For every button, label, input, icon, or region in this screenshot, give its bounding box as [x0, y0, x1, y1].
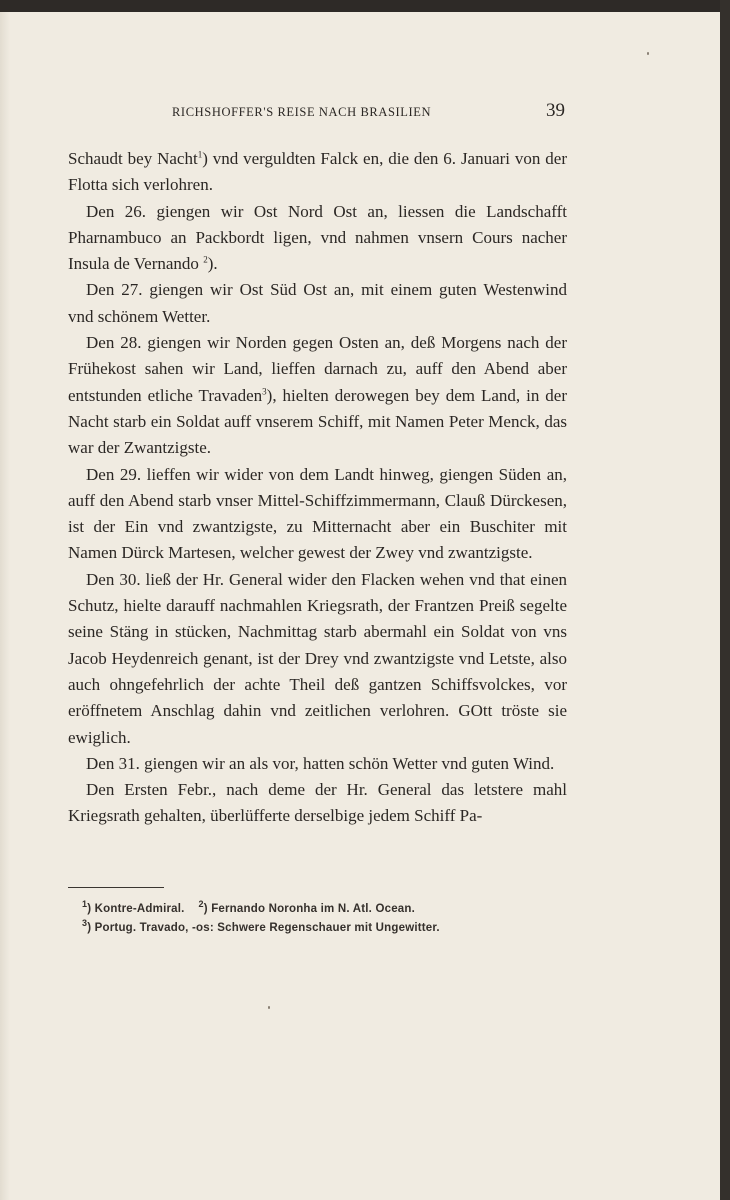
text-run: Den 29. lieffen wir wider von dem Landt hinweg, giengen Süden an, auff den Abend starb vnser Mittel-Schiffzimmermann, Clauß Dürckesen, ist der Ein vnd zwantzigste, zu Mitternacht aber ein Buschiter mit Namen Dürck Martesen, welcher gewest der Zwey vnd zwantzigste.: [68, 464, 567, 563]
text-run: ), hielten derowegen bey dem Land, in der Nacht starb ein Soldat auff vnserem Schiff, mit Namen Peter Menck, das war der Zwantzigste.: [68, 385, 567, 458]
footnote-ref: 1: [197, 149, 203, 160]
paragraph: [68, 751, 567, 777]
page-gutter-shadow: [0, 12, 10, 1200]
text-run: Schaudt bey Nacht: [68, 149, 198, 168]
text-run: ).: [207, 254, 218, 274]
footnote-text: ) Fernando Noronha im N. Atl. Ocean.: [203, 903, 416, 915]
text-run: Den 30. ließ der Hr. General wider den Flacken wehen vnd that einen Schutz, hielte darauff nachmahlen Kriegsrath, der Frantzen Preiß segelte seine Stäng in stücken, Nachmittag starb abermahl ein Soldat von vns Jacob Heydenreich genant, ist der Drey vnd zwantzigste vnd Letste, also auch ohngefehrlich der achte Theil deß gantzen Schiffsvolckes, vor eröffnetem Anschlag dahin vnd zeitlichen verlohren. GOtt tröste sie ewiglich.: [68, 569, 567, 747]
text-run: Den 26. giengen wir Ost Nord Ost an, liessen die Landschafft Pharnambuco an Packbordt ligen, vnd nahmen vnsern Cours nacher Insula de Vernando: [68, 201, 567, 274]
footnote-line: [82, 900, 562, 919]
page-header: [68, 100, 567, 126]
footnote-ref: 2: [203, 254, 208, 265]
footnote-marker: 2: [198, 899, 204, 910]
page-top-edge: [0, 0, 730, 12]
paper-speck: [268, 1006, 270, 1009]
text-run: Den 27. giengen wir Ost Süd Ost an, mit einem guten Westenwind vnd schönem Wetter.: [68, 280, 567, 326]
body-text: [68, 146, 567, 830]
paragraph: [68, 277, 567, 330]
text-run: Den Ersten Febr., nach deme der Hr. General das letstere mahl Kriegsrath gehalten, überlüfferte derselbige jedem Schiff Pa-: [68, 780, 567, 826]
paragraph: [68, 199, 567, 278]
paper-speck: [647, 52, 649, 55]
paragraph: [68, 777, 567, 830]
page-number: 39: [546, 100, 565, 121]
footnote-line: [82, 919, 562, 938]
footnotes: [82, 900, 562, 937]
page-right-edge: [720, 0, 730, 1200]
text-run: ) vnd verguldten Falck en, die den 6. Januari von der Flotta sich verlohren.: [68, 149, 568, 195]
footnote-marker: 3: [82, 917, 88, 928]
running-title: RICHSHOFFER'S REISE NACH BRASILIEN: [172, 105, 432, 119]
footnote-text: ) Kontre-Admiral.: [87, 903, 185, 915]
footnote-marker: 1: [82, 899, 88, 910]
footnote-text: ) Portug. Travado, -os: Schwere Regenschauer mit Ungewitter.: [87, 921, 440, 934]
paragraph: [68, 567, 567, 751]
paragraph: [68, 462, 567, 567]
text-run: Den 28. giengen wir Norden gegen Osten an, deß Morgens nach der Frühekost sahen wir Land, lieffen darnach zu, auff den Abend aber entstunden etliche Travaden: [68, 333, 567, 405]
paragraph: [68, 146, 567, 199]
footnote-ref: 3: [262, 386, 267, 397]
paragraph: [68, 330, 567, 461]
footnote-divider: [68, 887, 164, 888]
text-run: Den 31. giengen wir an als vor, hatten schön Wetter vnd guten Wind.: [86, 753, 555, 773]
